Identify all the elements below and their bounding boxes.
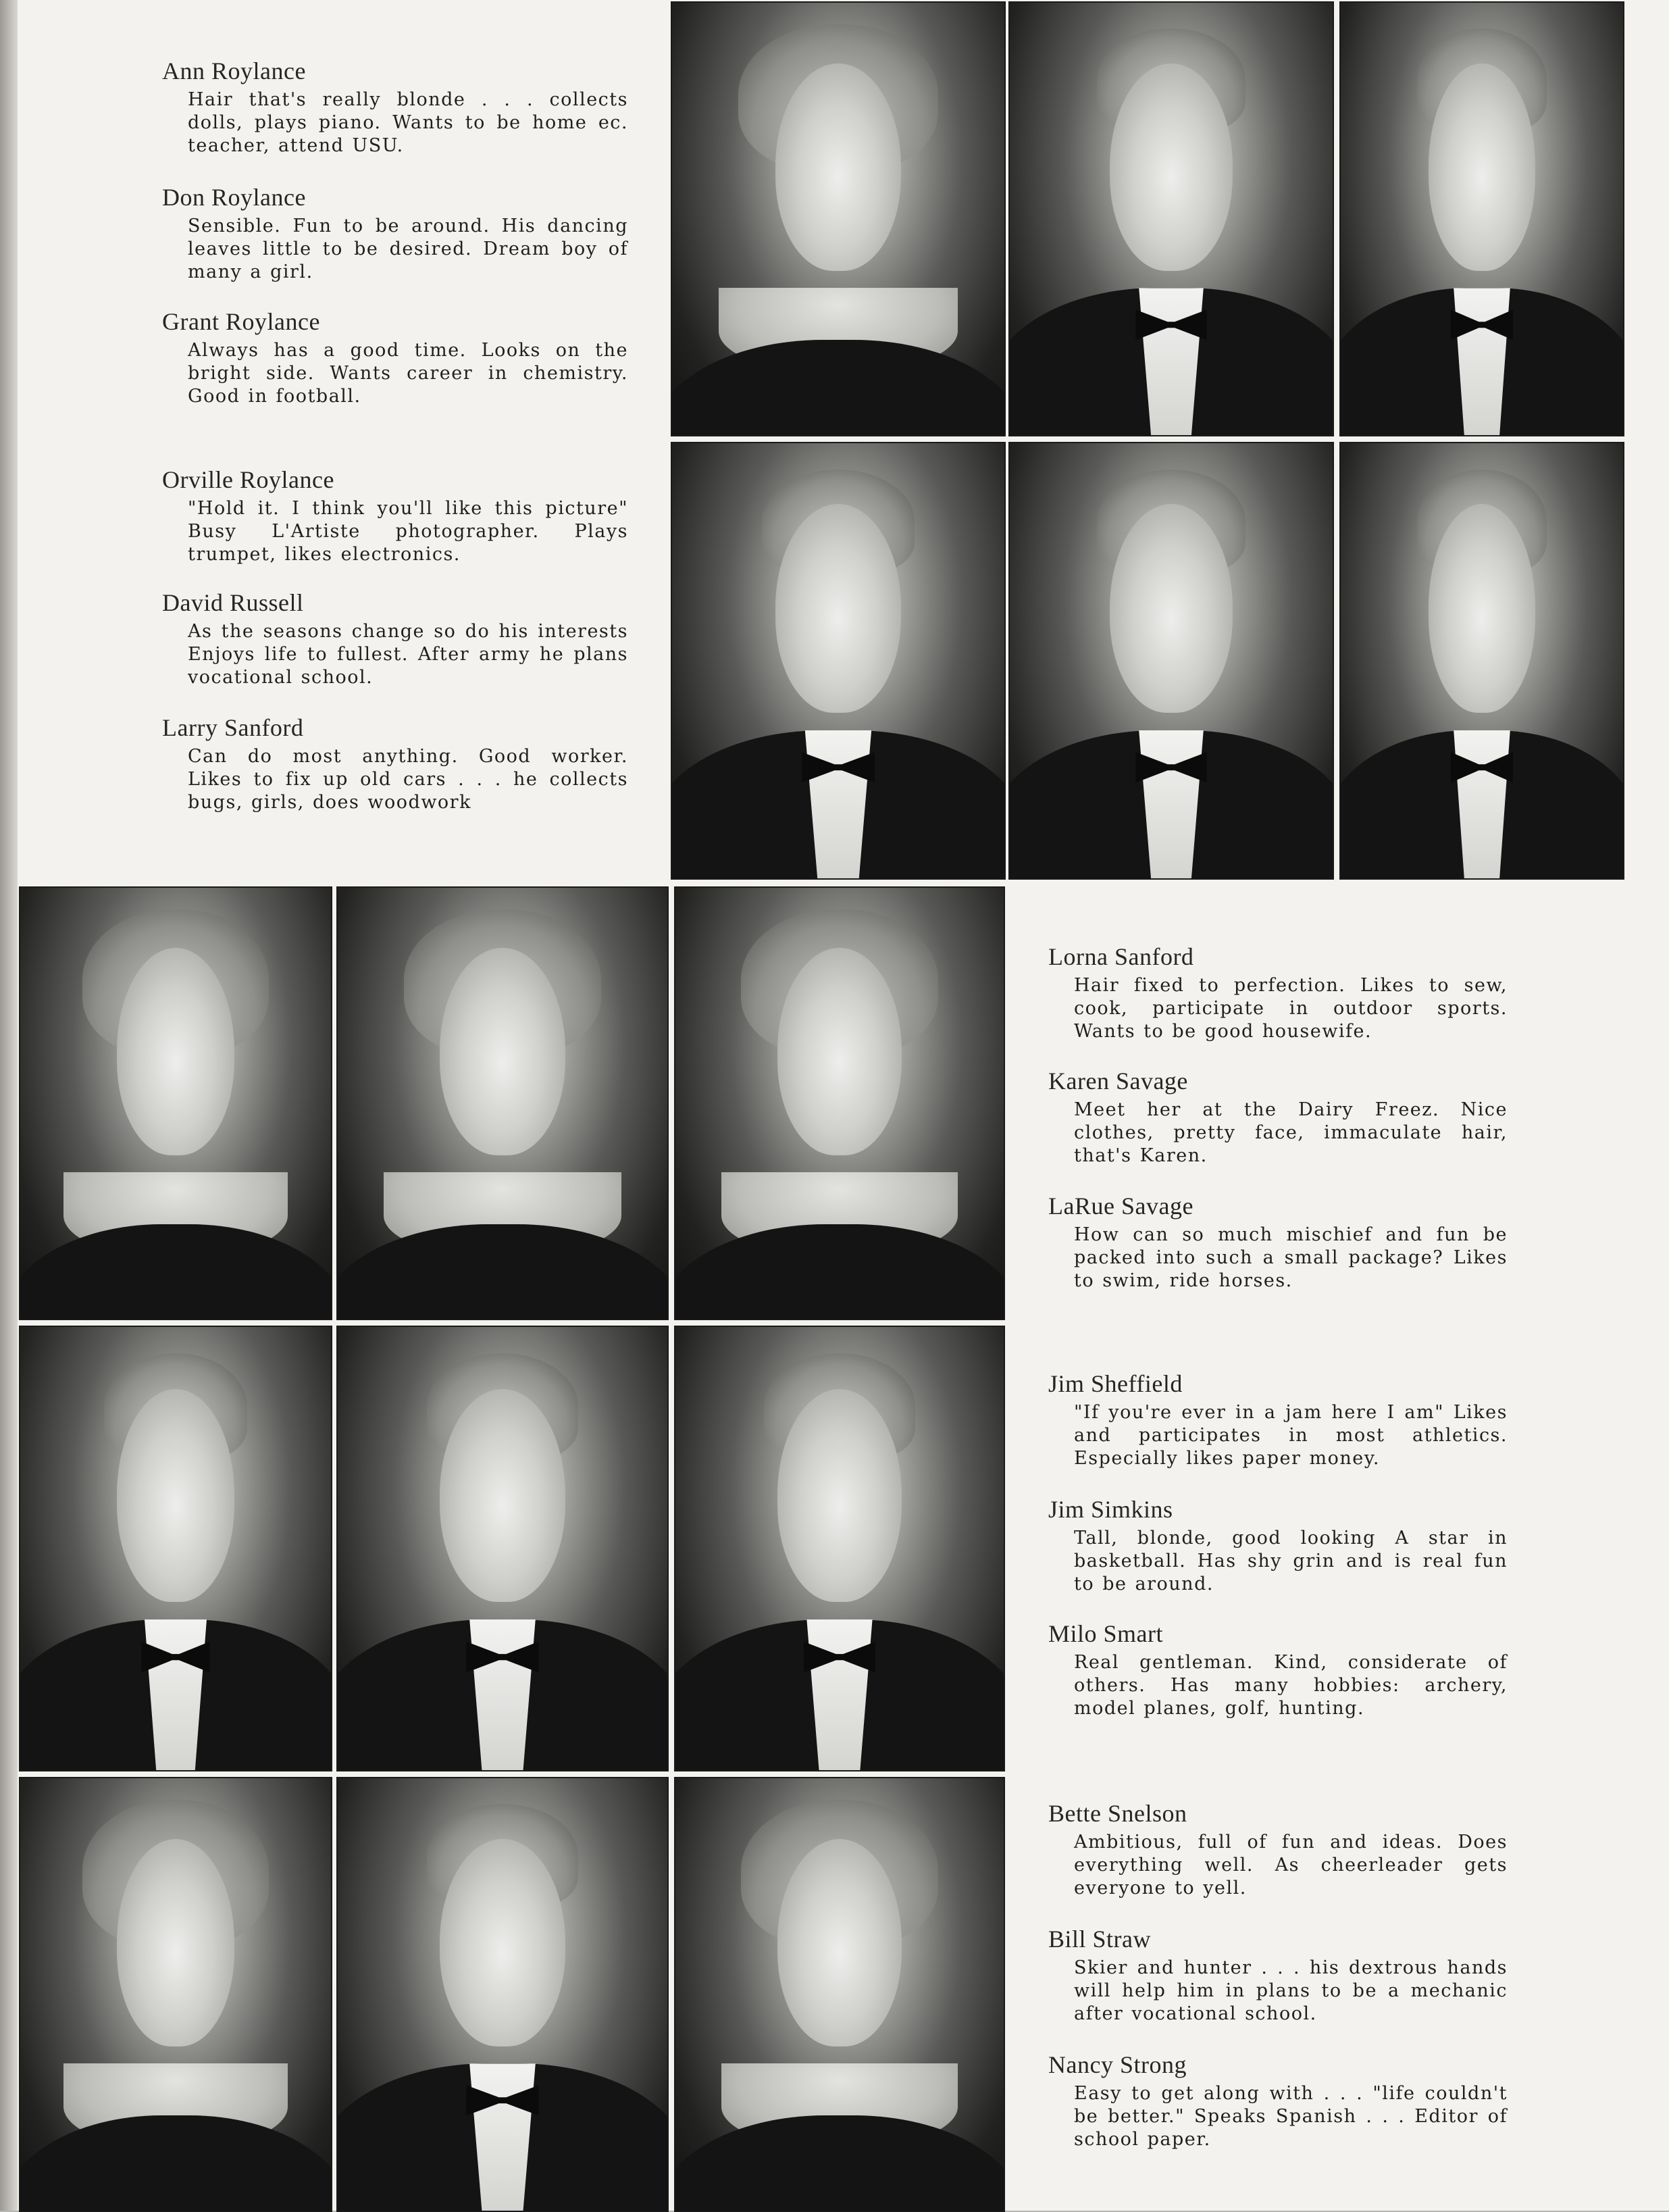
student-entry <box>162 466 628 566</box>
student-description: Always has a good time. Looks on the bright side. Wants career in chemistry. Good in football. <box>188 340 628 407</box>
portrait-face <box>1429 64 1536 271</box>
student-description: Ambitious, full of fun and ideas. Does everything well. As cheerleader gets everyone to yell. <box>1074 1832 1508 1899</box>
student-entry <box>1048 1370 1508 1470</box>
portrait-photo <box>1339 1 1624 436</box>
portrait-face <box>1110 504 1233 713</box>
portrait-photo <box>671 1 1006 436</box>
student-description: Meet her at the Dairy Freez. Nice clothes, pretty face, immaculate hair, that's Karen. <box>1074 1099 1508 1166</box>
student-name: Jim Simkins <box>1048 1496 1173 1523</box>
student-name: Orville Roylance <box>162 466 334 493</box>
student-description: Tall, blonde, good looking A star in basketball. Has shy grin and is real fun to be around. <box>1074 1528 1508 1594</box>
student-entry <box>1048 1192 1508 1292</box>
portrait-dress <box>674 2115 1005 2212</box>
student-entry <box>1048 1496 1508 1596</box>
student-entry <box>1048 1926 1508 2026</box>
student-name: Nancy Strong <box>1048 2051 1187 2078</box>
student-name: LaRue Savage <box>1048 1192 1193 1220</box>
student-entry <box>162 184 628 284</box>
portrait-photo <box>19 1777 332 2212</box>
portrait-face <box>1429 504 1536 713</box>
portrait-dress <box>336 1224 669 1320</box>
portrait-face <box>440 948 565 1155</box>
portrait-photo <box>674 1326 1005 1771</box>
portrait-photo <box>674 1777 1005 2212</box>
student-description: Skier and hunter . . . his dextrous hands will help him in plans to be a mechanic after vocational school. <box>1074 1957 1508 2024</box>
portrait-face <box>440 1839 565 2046</box>
student-name: Jim Sheffield <box>1048 1370 1183 1397</box>
portrait-photo <box>336 1777 669 2212</box>
student-entry <box>162 589 628 689</box>
student-name: Bette Snelson <box>1048 1800 1187 1827</box>
student-name: Lorna Sanford <box>1048 943 1194 970</box>
student-entry <box>1048 1620 1508 1720</box>
portrait-face <box>117 1389 235 1602</box>
student-description: Hair that's really blonde . . . collects dolls, plays piano. Wants to be home ec. teacher, attend USU. <box>188 89 628 156</box>
student-name: Don Roylance <box>162 184 306 211</box>
student-description: "Hold it. I think you'll like this picture" Busy L'Artiste photographer. Plays trumpet, likes electronics. <box>188 498 628 565</box>
student-description: Real gentleman. Kind, considerate of others. Has many hobbies: archery, model planes, golf, hunting. <box>1074 1652 1508 1719</box>
portrait-face <box>117 1839 235 2046</box>
portrait-photo <box>336 886 669 1320</box>
portrait-face <box>777 948 902 1155</box>
student-description: As the seasons change so do his interests Enjoys life to fullest. After army he plans vocational school. <box>188 621 628 688</box>
student-description: Easy to get along with . . . "life couldn't be better." Speaks Spanish . . . Editor of school paper. <box>1074 2083 1508 2150</box>
student-entry <box>1048 2051 1508 2151</box>
portrait-photo <box>1339 442 1624 880</box>
student-name: Karen Savage <box>1048 1067 1188 1095</box>
portrait-photo <box>674 886 1005 1320</box>
student-name: David Russell <box>162 589 304 616</box>
portrait-face <box>1110 64 1233 271</box>
student-entry <box>1048 1067 1508 1167</box>
portrait-face <box>777 1389 902 1602</box>
portrait-dress <box>19 1224 332 1320</box>
portrait-face <box>775 504 902 713</box>
portrait-face <box>777 1839 902 2046</box>
student-description: Sensible. Fun to be around. His dancing leaves little to be desired. Dream boy of many a girl. <box>188 216 628 282</box>
portrait-photo <box>19 886 332 1320</box>
student-entry <box>162 308 628 408</box>
portrait-face <box>117 948 235 1155</box>
portrait-dress <box>674 1224 1005 1320</box>
portrait-face <box>440 1389 565 1602</box>
portrait-dress <box>671 340 1006 436</box>
student-description: "If you're ever in a jam here I am" Likes and participates in most athletics. Especially likes paper money. <box>1074 1402 1508 1469</box>
portrait-photo <box>671 442 1006 880</box>
portrait-dress <box>19 2115 332 2212</box>
portrait-photo <box>1008 1 1334 436</box>
portrait-face <box>775 64 902 271</box>
portrait-photo <box>1008 442 1334 880</box>
student-name: Ann Roylance <box>162 57 306 84</box>
student-name: Bill Straw <box>1048 1926 1152 1953</box>
portrait-photo <box>336 1326 669 1771</box>
student-description: How can so much mischief and fun be packed into such a small package? Likes to swim, ride horses. <box>1074 1224 1508 1291</box>
student-entry <box>1048 943 1508 1043</box>
portrait-photo <box>19 1326 332 1771</box>
student-name: Grant Roylance <box>162 308 320 335</box>
student-description: Can do most anything. Good worker. Likes to fix up old cars . . . he collects bugs, girls, does woodwork <box>188 746 628 813</box>
student-name: Milo Smart <box>1048 1620 1164 1647</box>
student-description: Hair fixed to perfection. Likes to sew, cook, participate in outdoor sports. Wants to be good housewife. <box>1074 975 1508 1042</box>
student-entry <box>162 57 628 157</box>
student-name: Larry Sanford <box>162 714 304 741</box>
student-entry <box>1048 1800 1508 1900</box>
student-entry <box>162 714 628 814</box>
